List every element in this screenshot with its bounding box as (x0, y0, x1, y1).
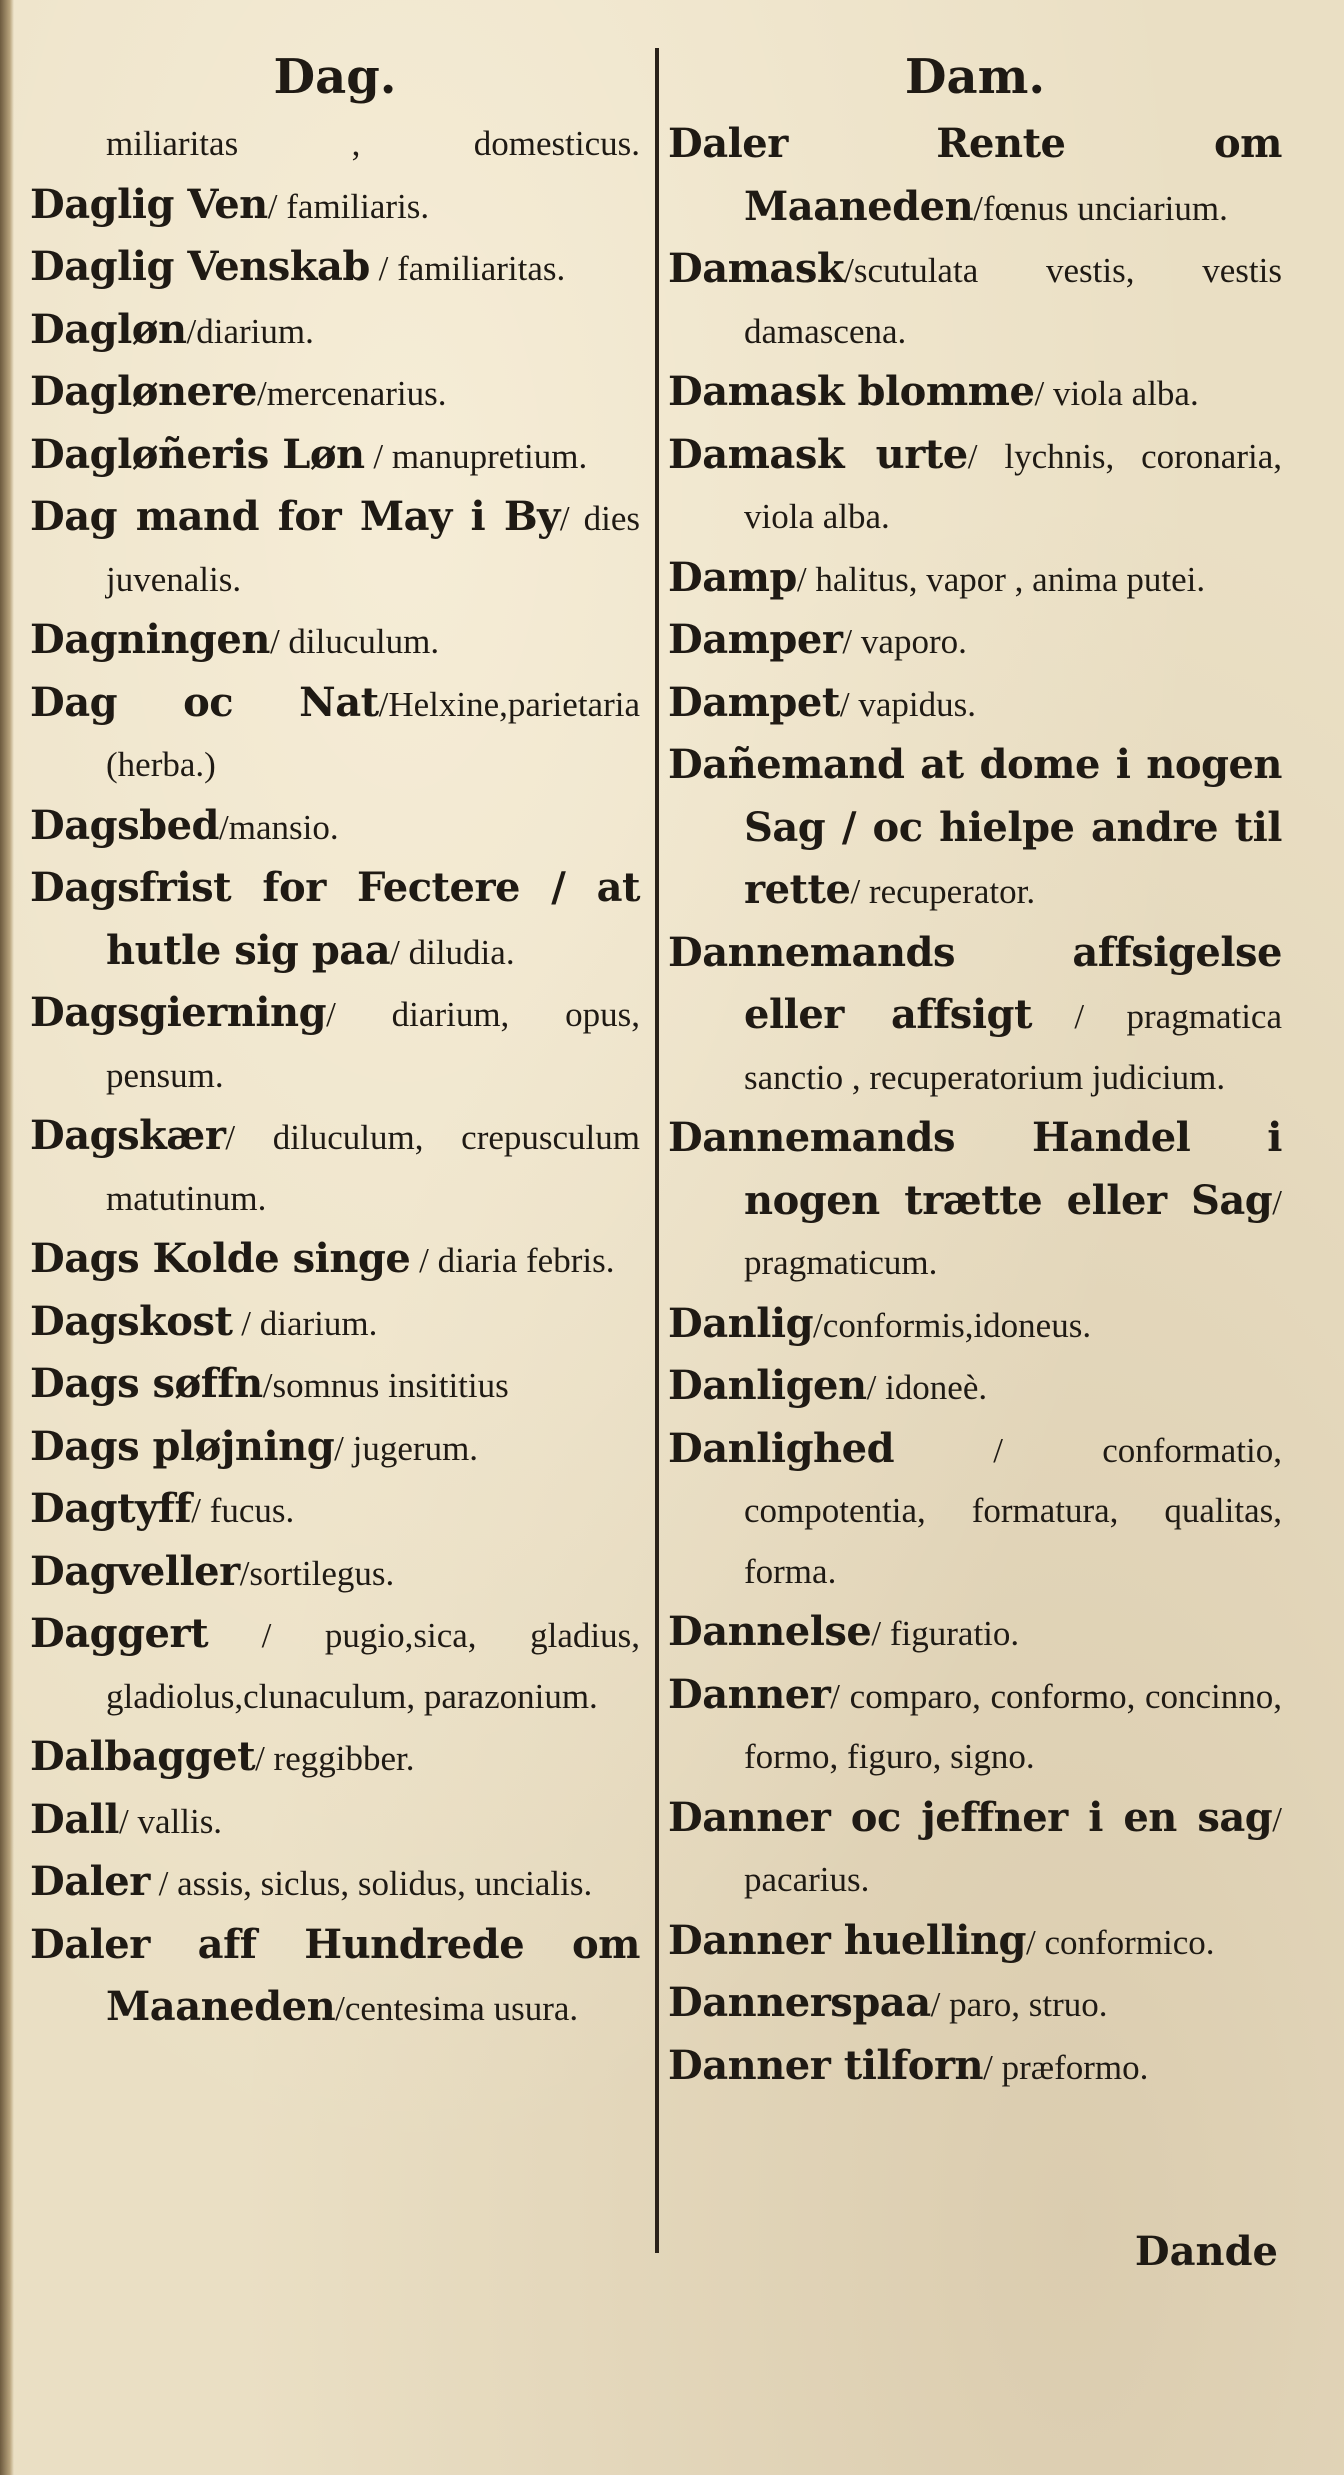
dictionary-entry (30, 362, 640, 425)
dictionary-entry (30, 858, 640, 983)
entry-definition: vapidus. (849, 684, 976, 724)
entry-headword: Danligen (668, 1362, 867, 1409)
entry-headword: Dannemands affsigelse eller affsigt (668, 928, 1282, 1038)
entry-headword: Dags Kolde singe (30, 1235, 411, 1282)
entry-separator: / (225, 1118, 236, 1157)
entry-headword: Damask blomme (668, 368, 1035, 415)
dictionary-entry (668, 1108, 1282, 1294)
dictionary-entry (668, 923, 1282, 1109)
entry-separator: / (1272, 1182, 1282, 1222)
entry-separator: / (369, 249, 398, 288)
entry-headword: Dagsfrist for Fectere / at hutle sig paa (30, 864, 640, 974)
entry-definition: paro, struo. (940, 1985, 1108, 2024)
dictionary-entry (668, 1419, 1282, 1603)
dictionary-entry (668, 362, 1282, 425)
entry-definition: vallis. (128, 1801, 223, 1841)
entry-separator: / (842, 622, 853, 661)
entry-headword: Daglig Venskab (30, 243, 370, 290)
entry-headword: Dagsgierning (30, 989, 327, 1036)
entry-separator: / (149, 1864, 178, 1903)
entry-definition: manupretium. (391, 436, 588, 476)
entry-headword: Danner (668, 1670, 831, 1718)
entry-separator: / (326, 995, 336, 1034)
dictionary-entry (30, 796, 640, 859)
entry-separator: / (813, 1305, 823, 1345)
entry-separator: / (850, 872, 861, 911)
page-spine (0, 0, 14, 2475)
entry-separator: / (1025, 1922, 1036, 1962)
dictionary-entry (668, 114, 1282, 239)
entry-headword: Dañemand at dome i nogen Sag / oc hielpe andre til rette (668, 741, 1282, 913)
entry-headword: Danner huelling (668, 1916, 1026, 1964)
entry-separator: / (410, 1241, 438, 1280)
entry-separator: / (378, 684, 389, 724)
entry-headword: Dagløn (30, 305, 187, 353)
entry-headword: Dannelse (668, 1608, 872, 1655)
entry-definition: mansio. (228, 807, 339, 847)
dictionary-entry (30, 1479, 640, 1542)
entry-separator: / (218, 807, 229, 847)
entry-separator: / (559, 499, 570, 538)
dictionary-entry (668, 548, 1282, 611)
left-entries (30, 175, 640, 2040)
entry-definition: conformis,idoneus. (822, 1305, 1092, 1345)
entry-headword: Daggert (30, 1610, 209, 1657)
entry-separator: / (269, 622, 280, 661)
entry-separator: / (1034, 374, 1045, 413)
entry-separator: / (839, 684, 850, 724)
entry-headword: Dampet (668, 678, 840, 726)
entry-definition: familiaris. (277, 186, 430, 226)
entry-definition: diluculum, crepusculum matutinum. (106, 1118, 640, 1218)
entry-separator: / (239, 1553, 250, 1593)
dictionary-entry (30, 610, 640, 673)
entry-definition: conformico. (1035, 1922, 1215, 1962)
entry-headword: Danlig (668, 1299, 814, 1347)
entry-headword: Daler aff Hundrede om Maaneden (30, 1920, 640, 2030)
continuation-line: miliaritas , domesticus. (106, 124, 640, 163)
entry-separator: / (1272, 1799, 1282, 1839)
entry-separator: / (191, 1491, 201, 1530)
entry-headword: Daglønere (30, 368, 258, 415)
dictionary-entry (30, 1542, 640, 1605)
dictionary-entry (30, 1292, 640, 1355)
entry-definition: jugerum. (343, 1428, 479, 1468)
entry-separator: / (844, 251, 854, 290)
dictionary-entry (30, 1604, 640, 1727)
entry-definition: assis, siclus, solidus, uncialis. (177, 1864, 593, 1903)
entry-headword: Dagskost (30, 1297, 233, 1345)
dictionary-entry (30, 1790, 640, 1853)
entry-separator: / (364, 436, 392, 476)
entry-definition: pugio,sica, gladius, gladiolus,clunaculum, parazonium. (106, 1616, 640, 1716)
entry-definition: scutulata vestis, vestis damascena. (744, 251, 1282, 351)
entry-definition: dies juvenalis. (106, 499, 641, 599)
dictionary-entry (30, 983, 640, 1106)
dictionary-entry (30, 1354, 640, 1417)
entry-definition: præformo. (992, 2047, 1149, 2087)
right-running-head: Dam. (904, 49, 1046, 105)
entry-definition: recuperator. (860, 872, 1036, 911)
entry-headword: Dagsbed (30, 801, 219, 849)
column-rule (655, 48, 659, 2253)
entry-definition: lychnis, coronaria, viola alba. (744, 436, 1282, 536)
dictionary-entry (668, 1665, 1282, 1788)
entry-definition: vaporo. (852, 622, 967, 661)
entry-definition: pragmaticum. (744, 1243, 938, 1282)
entry-definition: somnus insititius (272, 1366, 509, 1405)
entry-definition: diarium. (259, 1303, 378, 1343)
entry-headword: Dag mand for May i By (30, 493, 560, 540)
entry-headword: Dall (30, 1795, 119, 1843)
entry-definition: viola alba. (1044, 374, 1199, 413)
dictionary-entry (30, 1417, 640, 1480)
dictionary-entry (30, 1852, 640, 1915)
entry-headword: Damask (668, 245, 845, 292)
entry-definition: fœnus unciarium. (982, 188, 1228, 228)
catchword: Dande (1134, 2228, 1278, 2275)
entry-separator: / (871, 1614, 882, 1653)
entry-separator: / (973, 188, 983, 228)
dictionary-entry (668, 673, 1282, 736)
entry-definition: halitus, vapor , anima putei. (806, 559, 1206, 599)
right-entries (668, 114, 1282, 2098)
dictionary-entry (30, 175, 640, 238)
entry-definition: mercenarius. (266, 374, 447, 413)
entry-headword: Dags pløjning (30, 1422, 335, 1470)
entry-separator: / (390, 932, 400, 972)
entry-separator: / (894, 1430, 1103, 1470)
entry-separator: / (262, 1366, 273, 1405)
entry-separator: / (830, 1676, 841, 1716)
entry-definition: figuratio. (881, 1614, 1020, 1653)
entry-headword: Daler (30, 1858, 150, 1905)
entry-headword: Dannemands Handel i nogen trætte eller Sag (668, 1114, 1282, 1224)
entry-definition: diaria febris. (437, 1241, 615, 1280)
entry-headword: Dag oc Nat (30, 678, 379, 726)
entry-separator: / (866, 1368, 877, 1407)
dictionary-entry (668, 1788, 1282, 1911)
dictionary-entry (30, 300, 640, 363)
entry-separator: / (255, 1739, 265, 1778)
entry-separator: / (796, 559, 807, 599)
left-running-head: Dag. (273, 49, 397, 105)
dictionary-entry (30, 487, 640, 610)
entry-headword: Dannerspaa (668, 1979, 931, 2026)
dictionary-entry (668, 1356, 1282, 1419)
entry-separator: / (208, 1616, 325, 1655)
left-column (30, 40, 640, 2040)
entry-definition: conformatio, compotentia, formatura, qualitas, forma. (744, 1430, 1282, 1591)
entry-separator: / (267, 186, 278, 226)
dictionary-entry (668, 1911, 1282, 1974)
entry-definition: pacarius. (744, 1860, 870, 1899)
entry-headword: Damper (668, 616, 843, 663)
entry-separator: / (1031, 997, 1127, 1036)
entry-definition: reggibber. (264, 1739, 415, 1778)
entry-headword: Daler Rente om Maaneden (668, 120, 1282, 230)
entry-separator: / (232, 1303, 260, 1343)
entry-headword: Dagskær (30, 1112, 226, 1159)
entry-headword: Dagtyff (30, 1485, 192, 1532)
entry-definition: centesima usura. (344, 1989, 579, 2028)
dictionary-entry (668, 1294, 1282, 1357)
dictionary-entry (668, 2036, 1282, 2099)
dictionary-entry (30, 1915, 640, 2040)
entry-headword: Dagløñeris Løn (30, 430, 365, 478)
entry-headword: Danlighed (668, 1424, 895, 1472)
dictionary-entry (668, 735, 1282, 923)
dictionary-entry (30, 1229, 640, 1292)
entry-separator: / (335, 1989, 345, 2028)
entry-separator: / (983, 2047, 993, 2087)
entry-definition: comparo, conformo, concinno, formo, figuro, signo. (744, 1676, 1282, 1776)
entry-headword: Dalbagget (30, 1733, 256, 1780)
entry-definition: fucus. (200, 1491, 295, 1530)
entry-headword: Dagningen (30, 616, 270, 663)
entry-separator: / (967, 436, 978, 476)
entry-separator: / (334, 1428, 344, 1468)
dictionary-entry (30, 673, 640, 796)
entry-definition: diluculum. (279, 622, 440, 661)
entry-definition: pragmatica sanctio , recuperatorium judicium. (744, 997, 1282, 1097)
entry-headword: Damask urte (668, 430, 968, 478)
entry-definition: idoneè. (876, 1368, 988, 1407)
entry-definition: diarium. (196, 311, 314, 351)
entry-separator: / (930, 1985, 941, 2024)
entry-headword: Dagveller (30, 1547, 240, 1595)
dictionary-entry (668, 1973, 1282, 2036)
dictionary-entry (668, 425, 1282, 548)
dictionary-entry (668, 610, 1282, 673)
entry-headword: Daglig Ven (30, 180, 268, 228)
entry-definition: diludia. (399, 932, 515, 972)
entry-definition: sortilegus. (249, 1553, 395, 1593)
entry-separator: / (119, 1801, 129, 1841)
entry-definition: diarium, opus, pensum. (106, 995, 640, 1095)
entry-separator: / (257, 374, 267, 413)
dictionary-entry (30, 425, 640, 488)
entry-headword: Danner tilforn (668, 2041, 984, 2089)
entry-separator: / (186, 311, 197, 351)
dictionary-entry (668, 239, 1282, 362)
dictionary-entry (668, 1602, 1282, 1665)
entry-headword: Danner oc jeffner i en sag (668, 1793, 1273, 1841)
dictionary-entry (30, 1106, 640, 1229)
entry-definition: familiaritas. (397, 249, 566, 288)
entry-definition: Helxine,parietaria (herba.) (106, 684, 640, 784)
right-column (668, 40, 1282, 2098)
dictionary-entry (30, 1727, 640, 1790)
entry-headword: Dags søffn (30, 1360, 263, 1407)
dictionary-entry (30, 237, 640, 300)
entry-headword: Damp (668, 553, 797, 601)
